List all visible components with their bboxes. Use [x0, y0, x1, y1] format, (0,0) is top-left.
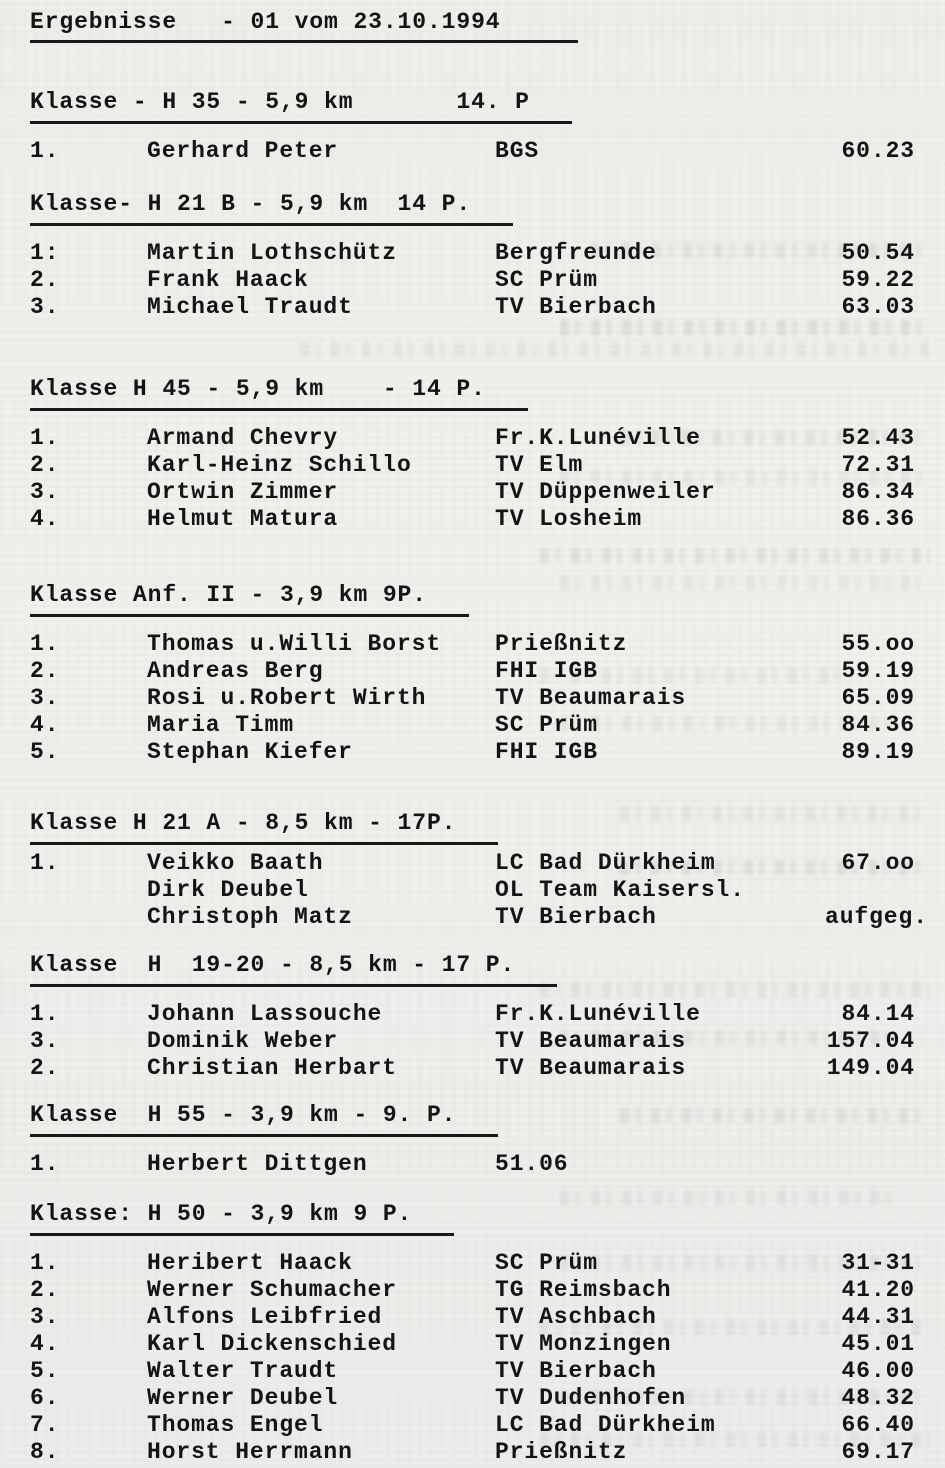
time-cell: 50.54	[841, 240, 915, 266]
name-cell: Christian Herbart	[147, 1055, 397, 1081]
table-row	[30, 240, 945, 267]
name-cell: Johann Lassouche	[147, 1001, 383, 1027]
table-row	[30, 1385, 945, 1412]
table-row	[30, 294, 945, 321]
rank-cell: 3.	[30, 294, 60, 320]
name-cell: Ortwin Zimmer	[147, 479, 339, 505]
table-row	[30, 1151, 945, 1178]
table-row	[30, 712, 945, 739]
result-rows	[30, 425, 945, 533]
rank-cell: 1.	[30, 425, 60, 451]
club-cell: Prießnitz	[495, 1439, 628, 1465]
rank-cell: 2.	[30, 1277, 60, 1303]
club-cell: LC Bad Dürkheim	[495, 850, 716, 876]
rank-cell: 1:	[30, 240, 60, 266]
club-cell: TV Bierbach	[495, 294, 657, 320]
class-heading: Klasse H 19-20 - 8,5 km - 17 P.	[30, 952, 557, 987]
table-row	[30, 479, 945, 506]
class-section	[30, 952, 945, 1082]
rank-cell: 5.	[30, 1358, 60, 1384]
table-row	[30, 1277, 945, 1304]
result-rows	[30, 1250, 945, 1466]
class-heading: Klasse H 55 - 3,9 km - 9. P.	[30, 1102, 498, 1137]
time-cell: 86.36	[841, 506, 915, 532]
name-cell: Gerhard Peter	[147, 138, 339, 164]
name-cell: Alfons Leibfried	[147, 1304, 383, 1330]
table-row	[30, 138, 945, 165]
rank-cell: 1.	[30, 850, 60, 876]
class-section	[30, 89, 945, 165]
club-cell: TV Düppenweiler	[495, 479, 716, 505]
rank-cell: 1.	[30, 1250, 60, 1276]
rank-cell	[30, 877, 147, 904]
club-cell: Fr.K.Lunéville	[495, 1001, 701, 1027]
rank-cell: 1.	[30, 631, 60, 657]
table-row	[30, 1358, 945, 1385]
results-sections	[30, 89, 945, 1466]
time-cell: 48.32	[841, 1385, 915, 1411]
table-row	[30, 904, 945, 931]
name-cell: Dirk Deubel	[147, 877, 309, 903]
club-cell: TV Beaumarais	[495, 1055, 687, 1081]
rank-cell: 2.	[30, 658, 60, 684]
time-cell: 59.22	[841, 267, 915, 293]
time-cell: 84.14	[841, 1001, 915, 1027]
rank-cell: 3.	[30, 685, 60, 711]
club-cell: TV Bierbach	[495, 1358, 657, 1384]
club-cell: LC Bad Dürkheim	[495, 1412, 716, 1438]
class-heading: Klasse H 21 A - 8,5 km - 17P.	[30, 810, 498, 845]
name-cell: Werner Deubel	[147, 1385, 339, 1411]
result-rows	[30, 138, 945, 165]
rank-cell: 5.	[30, 739, 60, 765]
rank-cell: 2.	[30, 452, 60, 478]
time-cell: 55.oo	[841, 631, 915, 657]
table-row	[30, 1250, 945, 1277]
club-cell: SC Prüm	[495, 267, 598, 293]
club-cell: TV Monzingen	[495, 1331, 672, 1357]
name-cell: Herbert Dittgen	[147, 1151, 368, 1177]
time-cell: aufgeg.	[825, 904, 928, 930]
name-cell: Martin Lothschütz	[147, 240, 397, 266]
time-cell: 69.17	[841, 1439, 915, 1465]
class-section	[30, 1201, 945, 1466]
time-cell: 52.43	[841, 425, 915, 451]
name-cell: Armand Chevry	[147, 425, 339, 451]
name-cell: Thomas Engel	[147, 1412, 324, 1438]
name-cell: Heribert Haack	[147, 1250, 353, 1276]
club-cell: SC Prüm	[495, 1250, 598, 1276]
rank-cell: 3.	[30, 1304, 60, 1330]
table-row	[30, 1331, 945, 1358]
name-cell: Thomas u.Willi Borst	[147, 631, 442, 657]
result-rows	[30, 1001, 945, 1082]
class-section	[30, 582, 945, 766]
table-row	[30, 1412, 945, 1439]
name-cell: Veikko Baath	[147, 850, 324, 876]
rank-cell: 4.	[30, 1331, 60, 1357]
time-cell: 45.01	[841, 1331, 915, 1357]
club-cell: Bergfreunde	[495, 240, 657, 266]
time-cell	[825, 1151, 915, 1178]
name-cell: Andreas Berg	[147, 658, 324, 684]
time-cell: 60.23	[841, 138, 915, 164]
club-cell: TV Aschbach	[495, 1304, 657, 1330]
club-cell: TV Dudenhofen	[495, 1385, 687, 1411]
table-row	[30, 631, 945, 658]
rank-cell: 4.	[30, 712, 60, 738]
table-row	[30, 658, 945, 685]
time-cell: 157.04	[826, 1028, 915, 1054]
time-cell: 41.20	[841, 1277, 915, 1303]
club-cell: TV Losheim	[495, 506, 643, 532]
table-row	[30, 452, 945, 479]
result-rows	[30, 1151, 945, 1178]
table-row	[30, 1028, 945, 1055]
time-cell: 44.31	[841, 1304, 915, 1330]
table-row	[30, 1304, 945, 1331]
rank-cell: 2.	[30, 1055, 60, 1081]
rank-cell: 3.	[30, 479, 60, 505]
time-cell: 67.oo	[841, 850, 915, 876]
time-cell: 86.34	[841, 479, 915, 505]
table-row	[30, 267, 945, 294]
name-cell: Rosi u.Robert Wirth	[147, 685, 427, 711]
name-cell: Frank Haack	[147, 267, 309, 293]
rank-cell: 1.	[30, 1001, 60, 1027]
name-cell: Karl Dickenschied	[147, 1331, 397, 1357]
time-cell: 149.04	[826, 1055, 915, 1081]
table-row	[30, 1055, 945, 1082]
result-rows	[30, 631, 945, 766]
table-row	[30, 1439, 945, 1466]
name-cell: Stephan Kiefer	[147, 739, 353, 765]
rank-cell: 6.	[30, 1385, 60, 1411]
club-cell: TV Elm	[495, 452, 584, 478]
table-row	[30, 425, 945, 452]
table-row	[30, 685, 945, 712]
rank-cell: 7.	[30, 1412, 60, 1438]
table-row	[30, 506, 945, 533]
time-cell: 89.19	[841, 739, 915, 765]
time-cell: 65.09	[841, 685, 915, 711]
class-section	[30, 376, 945, 533]
table-row	[30, 877, 945, 904]
name-cell: Helmut Matura	[147, 506, 339, 532]
club-cell: TV Bierbach	[495, 904, 657, 930]
club-cell: FHI IGB	[495, 739, 598, 765]
class-heading: Klasse Anf. II - 3,9 km 9P.	[30, 582, 469, 617]
club-cell: TG Reimsbach	[495, 1277, 672, 1303]
name-cell: Werner Schumacher	[147, 1277, 397, 1303]
class-section	[30, 1102, 945, 1178]
rank-cell: 8.	[30, 1439, 60, 1465]
club-cell: TV Beaumarais	[495, 1028, 687, 1054]
club-cell: FHI IGB	[495, 658, 598, 684]
club-cell: BGS	[495, 138, 540, 164]
time-cell: 31-31	[841, 1250, 915, 1276]
class-section	[30, 810, 945, 931]
time-cell: 84.36	[841, 712, 915, 738]
table-row	[30, 850, 945, 877]
name-cell: Christoph Matz	[147, 904, 353, 930]
rank-cell: 1.	[30, 138, 60, 164]
page-title: Ergebnisse - 01 vom 23.10.1994	[30, 8, 578, 43]
result-rows	[30, 240, 945, 321]
name-cell: Maria Timm	[147, 712, 295, 738]
name-cell: Karl-Heinz Schillo	[147, 452, 412, 478]
club-cell: 51.06	[495, 1151, 569, 1177]
class-heading: Klasse - H 35 - 5,9 km 14. P	[30, 89, 572, 124]
club-cell: SC Prüm	[495, 712, 598, 738]
club-cell: TV Beaumarais	[495, 685, 687, 711]
time-cell: 59.19	[841, 658, 915, 684]
class-heading: Klasse: H 50 - 3,9 km 9 P.	[30, 1201, 454, 1236]
time-cell: 46.00	[841, 1358, 915, 1384]
club-cell: OL Team Kaisersl.	[495, 877, 745, 903]
time-cell: 72.31	[841, 452, 915, 478]
class-heading: Klasse H 45 - 5,9 km - 14 P.	[30, 376, 528, 411]
table-row	[30, 739, 945, 766]
time-cell	[825, 877, 915, 904]
result-rows	[30, 850, 945, 931]
club-cell: Prießnitz	[495, 631, 628, 657]
rank-cell: 3.	[30, 1028, 60, 1054]
rank-cell: 4.	[30, 506, 60, 532]
name-cell: Michael Traudt	[147, 294, 353, 320]
rank-cell	[30, 904, 147, 931]
name-cell: Horst Herrmann	[147, 1439, 353, 1465]
club-cell: Fr.K.Lunéville	[495, 425, 701, 451]
name-cell: Walter Traudt	[147, 1358, 339, 1384]
table-row	[30, 1001, 945, 1028]
class-heading: Klasse- H 21 B - 5,9 km 14 P.	[30, 191, 513, 226]
class-section	[30, 191, 945, 321]
name-cell: Dominik Weber	[147, 1028, 339, 1054]
time-cell: 63.03	[841, 294, 915, 320]
time-cell: 66.40	[841, 1412, 915, 1438]
rank-cell: 1.	[30, 1151, 60, 1177]
rank-cell: 2.	[30, 267, 60, 293]
